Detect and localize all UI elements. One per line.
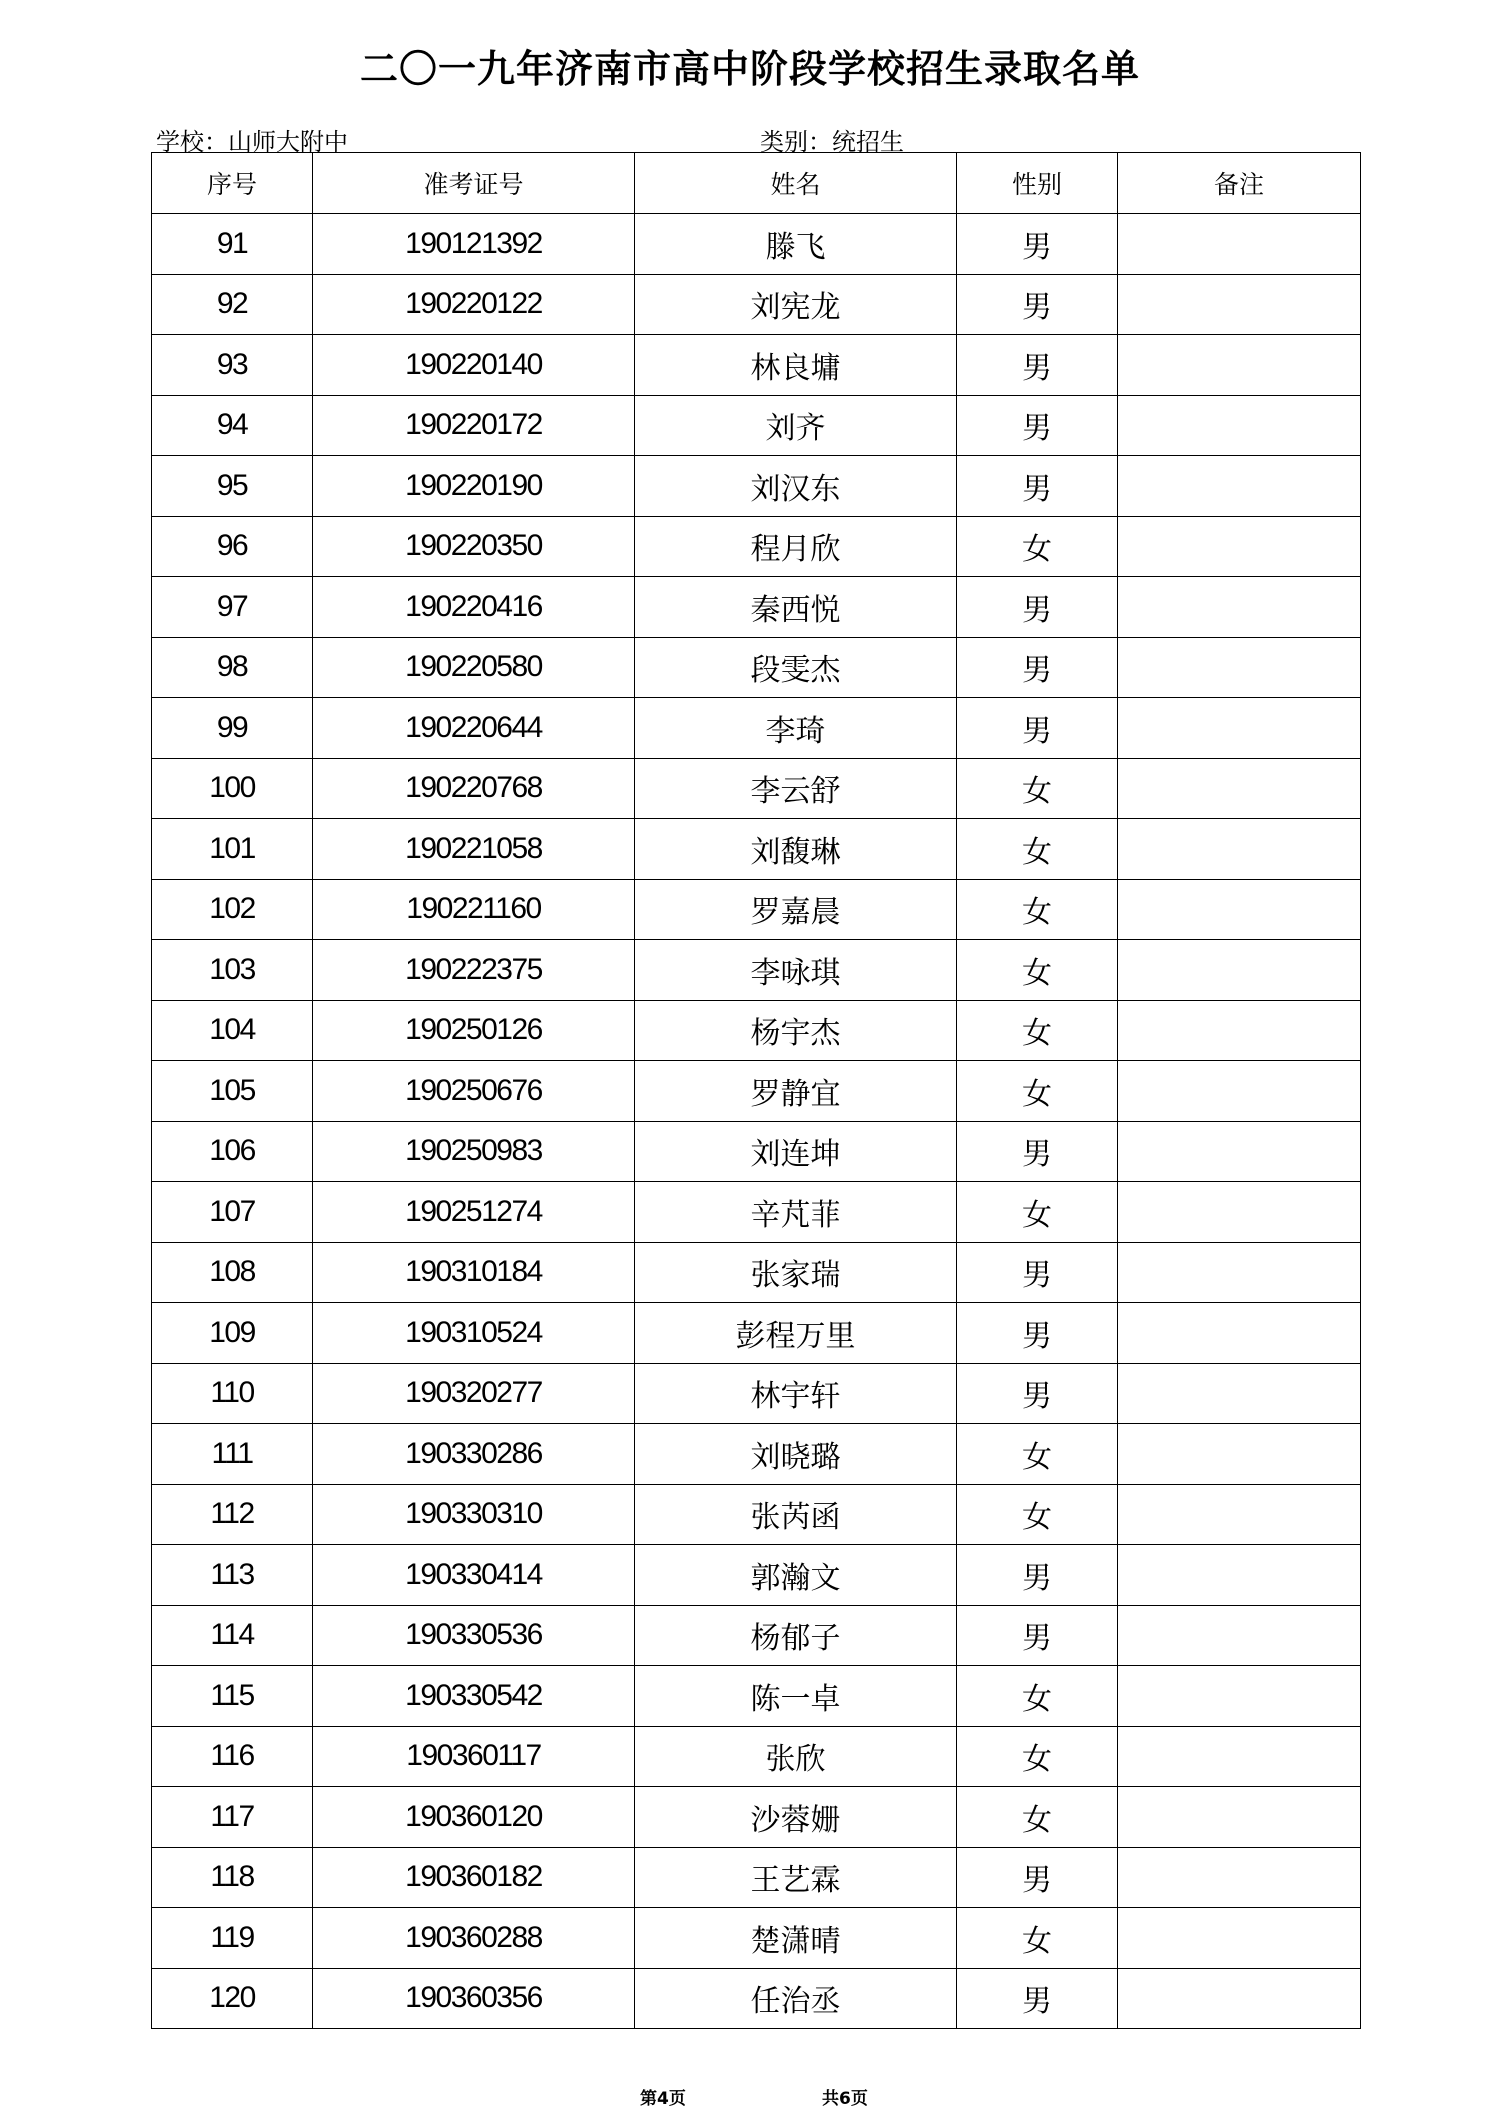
cell-note	[1118, 1121, 1361, 1182]
cell-note	[1118, 274, 1361, 335]
cell-note	[1118, 879, 1361, 940]
cell-seq: 115	[152, 1666, 313, 1727]
table-header-row	[152, 153, 1361, 214]
cell-exam-no: 190220172	[313, 395, 635, 456]
cell-seq: 99	[152, 698, 313, 759]
cell-exam-no: 190250983	[313, 1121, 635, 1182]
cell-name: 罗嘉晨	[635, 879, 957, 940]
cell-note	[1118, 637, 1361, 698]
cell-gender: 女	[957, 879, 1118, 940]
cell-seq: 98	[152, 637, 313, 698]
header-note: 备注	[1118, 153, 1361, 214]
cell-gender: 男	[957, 274, 1118, 335]
table-row	[152, 456, 1361, 517]
cell-gender: 女	[957, 1484, 1118, 1545]
cell-gender: 女	[957, 940, 1118, 1001]
cell-note	[1118, 758, 1361, 819]
cell-name: 刘连坤	[635, 1121, 957, 1182]
cell-gender: 女	[957, 1787, 1118, 1848]
cell-note	[1118, 335, 1361, 396]
table-row	[152, 1303, 1361, 1364]
cell-name: 刘馥琳	[635, 819, 957, 880]
table-row	[152, 1847, 1361, 1908]
category-label: 类别：统招生	[760, 128, 904, 156]
cell-name: 沙蓉姗	[635, 1787, 957, 1848]
cell-gender: 女	[957, 1424, 1118, 1485]
cell-gender: 女	[957, 1061, 1118, 1122]
cell-gender: 男	[957, 577, 1118, 638]
cell-gender: 男	[957, 214, 1118, 275]
school-label: 学校：山师大附中	[156, 128, 348, 156]
table-row	[152, 940, 1361, 1001]
table-row	[152, 1968, 1361, 2029]
cell-exam-no: 190220140	[313, 335, 635, 396]
cell-seq: 92	[152, 274, 313, 335]
cell-name: 李琦	[635, 698, 957, 759]
cell-note	[1118, 1363, 1361, 1424]
cell-exam-no: 190220190	[313, 456, 635, 517]
cell-note	[1118, 1000, 1361, 1061]
cell-exam-no: 190220768	[313, 758, 635, 819]
cell-exam-no: 190121392	[313, 214, 635, 275]
cell-gender: 男	[957, 698, 1118, 759]
cell-name: 辛芃菲	[635, 1182, 957, 1243]
cell-note	[1118, 516, 1361, 577]
table-row	[152, 1787, 1361, 1848]
cell-seq: 114	[152, 1605, 313, 1666]
cell-name: 郭瀚文	[635, 1545, 957, 1606]
table-row	[152, 516, 1361, 577]
cell-note	[1118, 214, 1361, 275]
cell-name: 林良墉	[635, 335, 957, 396]
cell-seq: 107	[152, 1182, 313, 1243]
cell-seq: 100	[152, 758, 313, 819]
cell-exam-no: 190320277	[313, 1363, 635, 1424]
header-exam-no: 准考证号	[313, 153, 635, 214]
page-title: 二〇一九年济南市高中阶段学校招生录取名单	[359, 47, 1140, 91]
cell-name: 张家瑞	[635, 1242, 957, 1303]
cell-seq: 109	[152, 1303, 313, 1364]
table-body	[152, 214, 1361, 2029]
cell-name: 杨宇杰	[635, 1000, 957, 1061]
table-row	[152, 1908, 1361, 1969]
cell-gender: 女	[957, 1666, 1118, 1727]
cell-seq: 102	[152, 879, 313, 940]
table-row	[152, 1121, 1361, 1182]
table-row	[152, 819, 1361, 880]
cell-name: 李云舒	[635, 758, 957, 819]
cell-gender: 女	[957, 1908, 1118, 1969]
cell-name: 楚潇晴	[635, 1908, 957, 1969]
cell-exam-no: 190310184	[313, 1242, 635, 1303]
cell-exam-no: 190330542	[313, 1666, 635, 1727]
cell-seq: 110	[152, 1363, 313, 1424]
cell-exam-no: 190220122	[313, 274, 635, 335]
table-row	[152, 1545, 1361, 1606]
cell-seq: 118	[152, 1847, 313, 1908]
cell-note	[1118, 1545, 1361, 1606]
cell-name: 刘宪龙	[635, 274, 957, 335]
cell-note	[1118, 698, 1361, 759]
cell-exam-no: 190250676	[313, 1061, 635, 1122]
cell-gender: 男	[957, 335, 1118, 396]
page-total: 共6页	[822, 2089, 868, 2109]
cell-exam-no: 190221058	[313, 819, 635, 880]
cell-note	[1118, 1787, 1361, 1848]
cell-name: 陈一卓	[635, 1666, 957, 1727]
cell-gender: 男	[957, 1242, 1118, 1303]
cell-exam-no: 190360120	[313, 1787, 635, 1848]
table-row	[152, 395, 1361, 456]
table-row	[152, 1726, 1361, 1787]
cell-seq: 117	[152, 1787, 313, 1848]
cell-name: 段雯杰	[635, 637, 957, 698]
cell-seq: 111	[152, 1424, 313, 1485]
cell-name: 王艺霖	[635, 1847, 957, 1908]
table-row	[152, 1666, 1361, 1727]
cell-exam-no: 190360288	[313, 1908, 635, 1969]
cell-name: 李咏琪	[635, 940, 957, 1001]
cell-gender: 女	[957, 516, 1118, 577]
cell-note	[1118, 1726, 1361, 1787]
cell-note	[1118, 940, 1361, 1001]
table-row	[152, 758, 1361, 819]
page-number: 第4页	[640, 2089, 686, 2109]
cell-seq: 112	[152, 1484, 313, 1545]
table-row	[152, 1182, 1361, 1243]
cell-seq: 104	[152, 1000, 313, 1061]
cell-note	[1118, 1242, 1361, 1303]
cell-seq: 91	[152, 214, 313, 275]
cell-seq: 116	[152, 1726, 313, 1787]
admission-table	[151, 152, 1361, 2029]
cell-gender: 男	[957, 1968, 1118, 2029]
cell-name: 彭程万里	[635, 1303, 957, 1364]
cell-name: 程月欣	[635, 516, 957, 577]
cell-note	[1118, 1605, 1361, 1666]
cell-gender: 女	[957, 1726, 1118, 1787]
cell-seq: 97	[152, 577, 313, 638]
cell-name: 滕飞	[635, 214, 957, 275]
table-row	[152, 1000, 1361, 1061]
cell-exam-no: 190220350	[313, 516, 635, 577]
cell-note	[1118, 456, 1361, 517]
cell-seq: 101	[152, 819, 313, 880]
cell-seq: 113	[152, 1545, 313, 1606]
cell-exam-no: 190360182	[313, 1847, 635, 1908]
table-row	[152, 1484, 1361, 1545]
cell-seq: 106	[152, 1121, 313, 1182]
cell-exam-no: 190310524	[313, 1303, 635, 1364]
cell-name: 任治丞	[635, 1968, 957, 2029]
cell-exam-no: 190220416	[313, 577, 635, 638]
cell-name: 刘汉东	[635, 456, 957, 517]
cell-note	[1118, 1666, 1361, 1727]
cell-exam-no: 190220644	[313, 698, 635, 759]
cell-exam-no: 190250126	[313, 1000, 635, 1061]
table-row	[152, 1424, 1361, 1485]
cell-exam-no: 190330414	[313, 1545, 635, 1606]
cell-gender: 男	[957, 1363, 1118, 1424]
table-row	[152, 1242, 1361, 1303]
cell-exam-no: 190220580	[313, 637, 635, 698]
cell-gender: 男	[957, 1545, 1118, 1606]
cell-exam-no: 190360117	[313, 1726, 635, 1787]
header-name: 姓名	[635, 153, 957, 214]
table-row	[152, 1061, 1361, 1122]
table-row	[152, 577, 1361, 638]
table-row	[152, 274, 1361, 335]
cell-seq: 108	[152, 1242, 313, 1303]
table-row	[152, 335, 1361, 396]
cell-note	[1118, 1968, 1361, 2029]
header-seq: 序号	[152, 153, 313, 214]
cell-gender: 男	[957, 637, 1118, 698]
cell-note	[1118, 1484, 1361, 1545]
cell-name: 林宇轩	[635, 1363, 957, 1424]
cell-seq: 93	[152, 335, 313, 396]
cell-note	[1118, 1908, 1361, 1969]
cell-name: 张芮函	[635, 1484, 957, 1545]
table-row	[152, 698, 1361, 759]
cell-exam-no: 190222375	[313, 940, 635, 1001]
cell-gender: 女	[957, 758, 1118, 819]
cell-note	[1118, 819, 1361, 880]
table-row	[152, 1363, 1361, 1424]
cell-note	[1118, 1424, 1361, 1485]
cell-exam-no: 190330310	[313, 1484, 635, 1545]
header-gender: 性别	[957, 153, 1118, 214]
cell-name: 杨郁子	[635, 1605, 957, 1666]
cell-seq: 95	[152, 456, 313, 517]
cell-name: 秦西悦	[635, 577, 957, 638]
cell-seq: 96	[152, 516, 313, 577]
cell-gender: 女	[957, 1182, 1118, 1243]
cell-exam-no: 190360356	[313, 1968, 635, 2029]
cell-gender: 男	[957, 395, 1118, 456]
cell-note	[1118, 395, 1361, 456]
cell-name: 刘晓璐	[635, 1424, 957, 1485]
cell-exam-no: 190330286	[313, 1424, 635, 1485]
cell-note	[1118, 1182, 1361, 1243]
cell-note	[1118, 1847, 1361, 1908]
cell-seq: 119	[152, 1908, 313, 1969]
cell-seq: 94	[152, 395, 313, 456]
cell-note	[1118, 1061, 1361, 1122]
cell-name: 张欣	[635, 1726, 957, 1787]
cell-seq: 105	[152, 1061, 313, 1122]
table-row	[152, 879, 1361, 940]
cell-gender: 男	[957, 456, 1118, 517]
cell-gender: 女	[957, 819, 1118, 880]
cell-name: 罗静宜	[635, 1061, 957, 1122]
cell-gender: 男	[957, 1303, 1118, 1364]
table-row	[152, 637, 1361, 698]
cell-exam-no: 190221160	[313, 879, 635, 940]
cell-gender: 男	[957, 1605, 1118, 1666]
cell-seq: 103	[152, 940, 313, 1001]
cell-name: 刘齐	[635, 395, 957, 456]
cell-exam-no: 190251274	[313, 1182, 635, 1243]
cell-gender: 男	[957, 1121, 1118, 1182]
cell-note	[1118, 577, 1361, 638]
cell-gender: 女	[957, 1000, 1118, 1061]
cell-exam-no: 190330536	[313, 1605, 635, 1666]
table-row	[152, 214, 1361, 275]
cell-gender: 男	[957, 1847, 1118, 1908]
table-row	[152, 1605, 1361, 1666]
cell-note	[1118, 1303, 1361, 1364]
cell-seq: 120	[152, 1968, 313, 2029]
